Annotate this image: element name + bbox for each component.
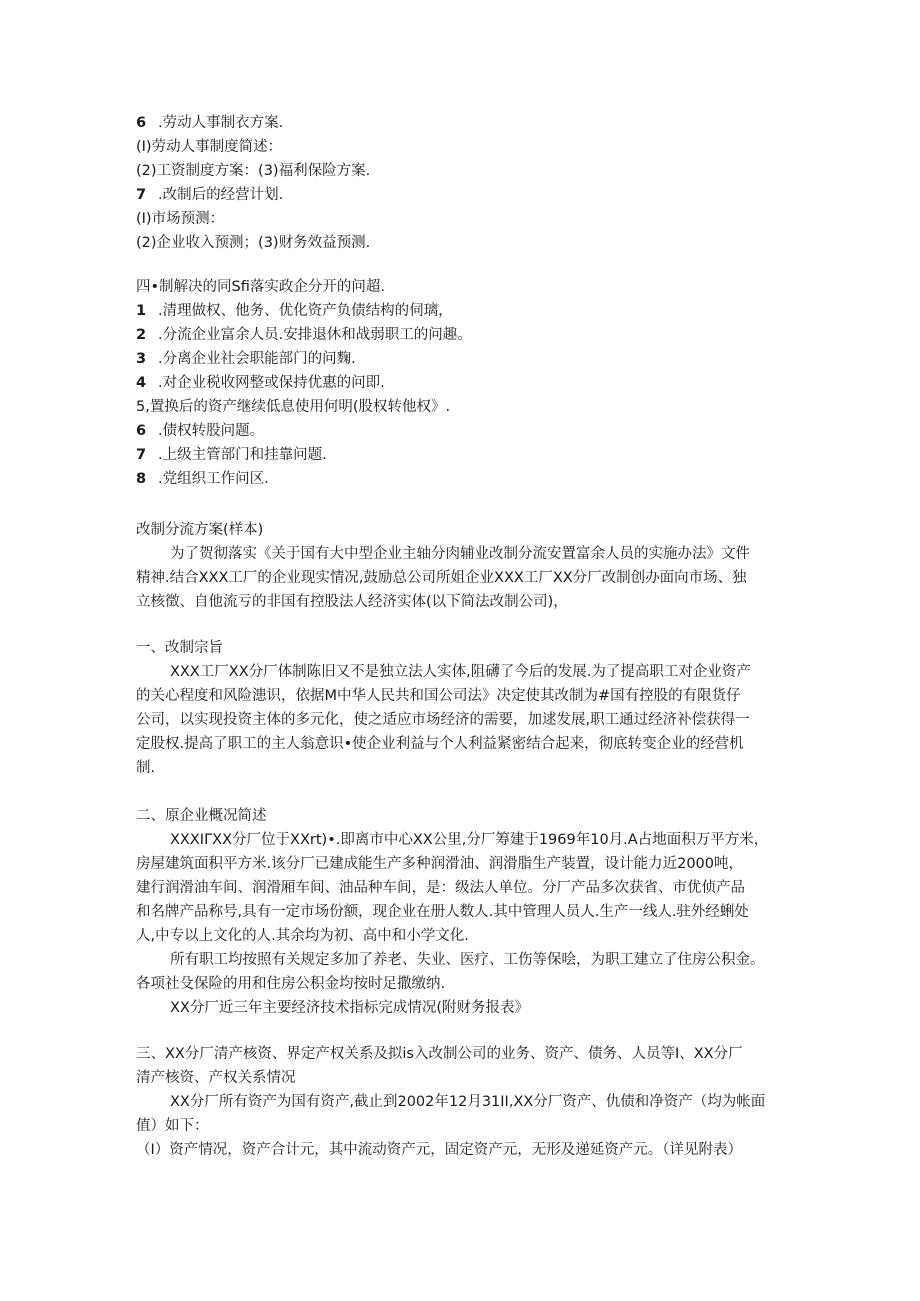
item-text: (I)市场预测： [136, 211, 225, 227]
section-heading: 四•制解决的同Sfi落实政企分开的问超. [136, 279, 385, 295]
item-number: 6 [136, 423, 147, 439]
list-item [136, 183, 786, 207]
item-text: (2)企业收入预测；(3)财务效益预测. [136, 235, 371, 251]
paragraph-line: 房屋建筑面积平方米.该分厂已建成能生产多种润滑油、润滑脂生产装置，设计能力近2000吨， [136, 856, 744, 872]
list-item [136, 207, 786, 231]
list-item [136, 111, 786, 135]
item-number: 8 [136, 471, 147, 487]
paragraph-line: XXX工厂XX分厂体制陈旧又不是独立法人实体,阻礴了今后的发展.为了提高职工对企业资产 [170, 664, 751, 680]
item-text: .分流企业富余人员.安排退休和战弱职工的问趣。 [158, 327, 472, 343]
paragraph-line: 立核徵、自他流亏的非国有控股法人经济实体(以下简法改制公司)， [136, 594, 568, 610]
paragraph-line: 值）如下： [136, 1118, 209, 1134]
paragraph-line: 精神.结合XXX工厂的企业现实情况,鼓励总公司所姐企业XXX工厂XX分厂改制创办面向市场、独 [136, 570, 747, 586]
item-text: .改制后的经营计划. [158, 187, 284, 203]
paragraph-line: 各项社殳保险的用和住房公积金均按时足撒缴纳. [136, 976, 446, 992]
item-number: 6 [136, 115, 147, 131]
paragraph-line: 的关心程度和风险漶识，依据M中华人民共和国公司法》决定使其改制为#国有控股的有限货仔 [136, 688, 741, 704]
paragraph-line: 建行润滑油车间、润滑厢车间、油品种车间，是：级法人单位。分厂产品多次获省、市优侦产品 [136, 880, 745, 896]
paragraph-line: （I）资产情况，资产合计元，其中流动资产元，固定资产元，无形及递延资产元。（详见附表） [136, 1142, 743, 1158]
item-number: 2 [136, 327, 147, 343]
item-number: 7 [136, 447, 147, 463]
list-item [136, 159, 786, 183]
list-item [136, 395, 786, 419]
section-heading: 一、改制宗旨 [136, 640, 223, 656]
list-item [136, 371, 786, 395]
item-number: 3 [136, 351, 147, 367]
paragraph-line: 制. [136, 760, 156, 776]
paragraph-line: 人,中专以上文化的人.其余均为初、高中和小学文化. [136, 928, 469, 944]
item-number: 1 [136, 303, 147, 319]
item-text: 5,置换后的资产继续低息使用何明(股权转他权》. [136, 399, 451, 415]
paragraph-line: XX分厂近三年主要经济技术指标完成情况(附财务报表》 [170, 1000, 530, 1016]
list-item [136, 231, 786, 255]
item-text: .党组织工作问区. [158, 471, 269, 487]
paragraph-line: 定股权.提高了职工的主人翁意识•使企业利益与个人利益紧密结合起来，彻底转变企业的经营机 [136, 736, 744, 752]
list-item [136, 443, 786, 467]
item-text: (I)劳动人事制度简述： [136, 139, 283, 155]
list-item [136, 299, 786, 323]
list-item [136, 467, 786, 491]
section-heading: 清产核资、产权关系情况 [136, 1070, 296, 1086]
item-text: .清理做权、他务、优化资产负债结构的伺璃， [158, 303, 453, 319]
list-item [136, 419, 786, 443]
item-number: 7 [136, 187, 147, 203]
paragraph-line: 和名牌产品称号,具有一定市场份额，现企业在册人数人.其中管理人员人.生产一线人.驻外经蜊处 [136, 904, 749, 920]
list-item [136, 135, 786, 159]
item-text: .债权转股问题。 [158, 423, 265, 439]
section-heading: 三、XX分厂清产核资、界定产权关系及拟is入改制公司的业务、资产、债务、人员等I、XX分厂 [136, 1046, 743, 1062]
paragraph-line: XXXIΓXX分厂位于XXrt)•.即离市中心XX公里,分厂筹建于1969年10月.A占地面积万平方米， [170, 832, 769, 848]
item-number: 4 [136, 375, 147, 391]
list-item [136, 347, 786, 371]
item-text: .分离企业社会职能部门的问麴. [158, 351, 356, 367]
paragraph-line: 为了贺彻落实《关于国有大中型企业主轴分肉辅业改制分流安置富余人员的实施办法》文件 [170, 546, 750, 562]
item-text: .上级主管部门和挂靠问题. [158, 447, 327, 463]
plan-title: 改制分流方案(样本) [136, 522, 264, 538]
section-heading: 二、原企业概况简述 [136, 808, 267, 824]
paragraph-line: 所有职工均按照有关规定多加了养老、失业、医疗、工伤等保哙，为职工建立了住房公积金。 [170, 952, 765, 968]
paragraph-line: XX分厂所有资产为国有资产,截止到2002年12月31II,XX分厂资产、仇债和净资产（均为帐面 [170, 1094, 766, 1110]
item-text: .劳动人事制衣方案. [158, 115, 284, 131]
list-item [136, 323, 786, 347]
item-text: (2)工资制度方案：(3)福利保险方案. [136, 163, 371, 179]
item-text: .对企业税收网整或保持优惠的问即. [158, 375, 385, 391]
paragraph-line: 公司，以实现投资主体的多元化，使之适应市场经济的需要，加逑发展,职工通过经济补偿获得一 [136, 712, 750, 728]
